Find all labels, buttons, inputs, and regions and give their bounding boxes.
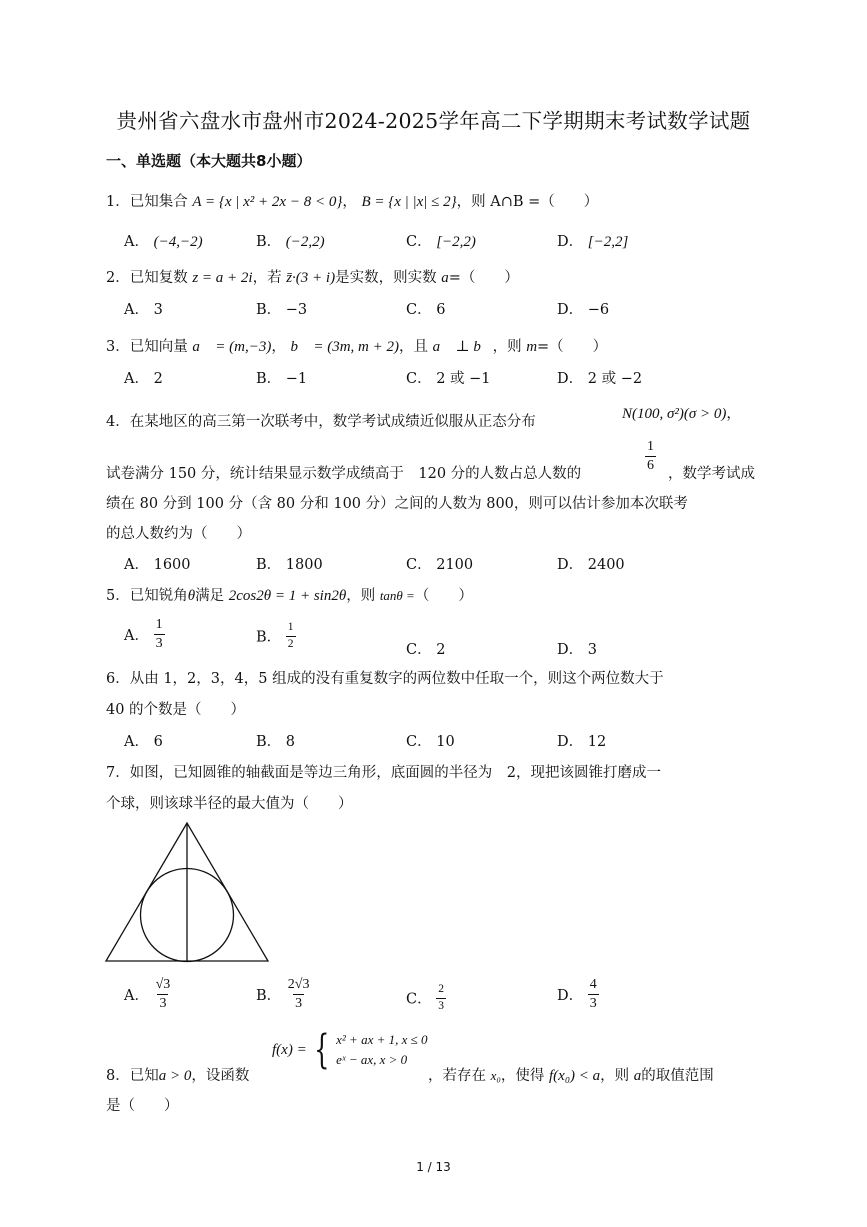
q6-line-2: 40 的个数是（ ） [106,702,246,718]
q1-option-d[interactable]: D． [−2,2] [557,234,629,250]
q5-option-b[interactable]: B． $\frac{1}{2}$ [256,621,294,650]
q5-tail: ，则 [346,588,376,604]
q8-var: a [633,1068,642,1084]
q4-option-b[interactable]: B． 1800 [256,557,323,573]
q5-theta: θ [187,588,196,604]
q3-expr2: b⃗ = (3m, m + 2) [290,339,400,355]
q1-tail: ，则 A∩B =（ ） [456,194,599,210]
q7-option-b[interactable]: B． $\frac{2√3}{3}$ [256,977,310,1011]
q8-line-2: 是（ ） [106,1098,179,1114]
q4-line-2b: ，数学考试成 [668,466,755,482]
q7-line-2: 个球，则该球半径的最大值为（ ） [106,796,353,812]
question-5 [106,584,473,605]
q4-line-2a: 试卷满分 150 分，统计结果显示数学成绩高于 120 分的人数占总人数的 [106,466,582,482]
q2-option-c[interactable]: C． 6 [406,302,446,318]
q5-mid: 满足 [195,588,225,604]
page-number: 1 / 13 [416,1160,451,1174]
q7-option-d[interactable]: D． $\frac{4}{3}$ [557,977,597,1011]
section-heading: 一、单选题（本大题共8小题） [106,152,312,170]
brace-icon: { [313,1027,330,1073]
q2-mid: ，若 [252,270,282,286]
q8-piecewise-function [272,1027,428,1073]
q1-comma: ， [342,194,357,210]
q1-set-b: B = {x | |x| ≤ 2} [361,194,457,210]
q8-tail-block [428,1064,714,1085]
q8-lead-block [106,1064,249,1085]
q8-case-1: x² + ax + 1, x ≤ 0 [336,1032,428,1047]
q4-fraction: $\frac{1}{6}$ [647,439,654,473]
q4-distribution: N(100, σ²)(σ > 0)， [622,406,741,422]
q8-cond: a > 0 [158,1068,192,1084]
q4-line-1: 4．在某地区的高三第一次联考中，数学考试成绩近似服从正态分布 [106,414,536,430]
q4-option-d[interactable]: D． 2400 [557,557,625,573]
q3-option-b[interactable]: B． −1 [256,371,308,387]
q1-set-a: A = {x | x² + 2x − 8 < 0} [192,194,343,210]
q3-end: =（ ） [537,339,608,355]
q3-tail: ，则 [492,339,522,355]
question-3 [106,335,607,356]
q5-option-a[interactable]: A． $\frac{1}{3}$ [124,617,163,651]
q5-end: （ ） [414,588,473,604]
q3-expr1: a⃗ = (m,−3) [192,339,272,355]
q6-line-1: 6．从由 1，2，3，4，5 组成的没有重复数字的两位数中任取一个，则这个两位数大于 [106,671,664,687]
q4-line-4: 的总人数约为（ ） [106,526,251,542]
q3-lead: 3．已知向量 [106,339,188,355]
q4-line-3: 绩在 80 分到 100 分（含 80 分和 100 分）之间的人数为 800，则可以估计参加本次联考 [106,496,688,512]
q8-tail2: ，使得 [500,1068,545,1084]
q2-option-d[interactable]: D． −6 [557,302,610,318]
q4-option-a[interactable]: A． 1600 [124,557,191,573]
q2-expr1: z = a + 2i [192,270,253,286]
question-1 [106,190,598,211]
q8-ineq: f(x₀) < a [549,1068,601,1084]
q5-option-c[interactable]: C． 2 [406,642,446,658]
q8-tail3: ，则 [600,1068,630,1084]
q2-tail: 是实数，则实数 [335,270,437,286]
q1-lead: 1．已知集合 [106,194,188,210]
cone-cross-section-figure [100,818,275,966]
q3-sep: ， [271,339,286,355]
q3-option-c[interactable]: C． 2 或 −1 [406,371,491,387]
q2-option-a[interactable]: A． 3 [124,302,163,318]
q8-fx: f(x) = [272,1041,307,1058]
q6-option-b[interactable]: B． 8 [256,734,295,750]
q8-x0: x₀ [490,1068,501,1083]
q5-lead: 5．已知锐角 [106,588,188,604]
q5-tan: tanθ = [379,588,415,603]
q1-option-a[interactable]: A． (−4,−2) [124,234,203,250]
q3-option-d[interactable]: D． 2 或 −2 [557,371,643,387]
q3-option-a[interactable]: A． 2 [124,371,163,387]
q7-option-c[interactable]: C． $\frac{2}{3}$ [406,983,444,1012]
q3-mid: ，且 [399,339,429,355]
q1-option-b[interactable]: B． (−2,2) [256,234,325,250]
question-2 [106,266,519,287]
q2-expr2: z̄·(3 + i) [286,270,336,286]
q8-mid: ，设函数 [191,1068,250,1084]
q3-var: m [526,339,538,355]
q2-option-b[interactable]: B． −3 [256,302,308,318]
q6-option-c[interactable]: C． 10 [406,734,455,750]
q5-expr: 2cos2θ = 1 + sin2θ [228,588,347,604]
q1-option-c[interactable]: C． [−2,2) [406,234,476,250]
q3-expr3: a⃗ ⊥ b⃗ [432,339,493,355]
q8-tail4: 的取值范围 [641,1068,714,1084]
q4-option-c[interactable]: C． 2100 [406,557,474,573]
q6-option-d[interactable]: D． 12 [557,734,607,750]
q2-end: =（ ） [448,270,519,286]
q8-lead: 8．已知 [106,1068,159,1084]
page-title: 贵州省六盘水市盘州市2024-2025学年高二下学期期末考试数学试题 [116,109,751,133]
q8-tail1: ，若存在 [428,1068,486,1084]
q2-var: a [441,270,449,286]
q7-line-1: 7．如图，已知圆锥的轴截面是等边三角形，底面圆的半径为 2，现把该圆锥打磨成一 [106,765,661,781]
q5-option-d[interactable]: D． 3 [557,642,597,658]
q6-option-a[interactable]: A． 6 [124,734,163,750]
q7-option-a[interactable]: A． $\frac{√3}{3}$ [124,977,171,1011]
q8-case-2: eˣ − ax, x > 0 [336,1052,408,1067]
q2-lead: 2．已知复数 [106,270,188,286]
